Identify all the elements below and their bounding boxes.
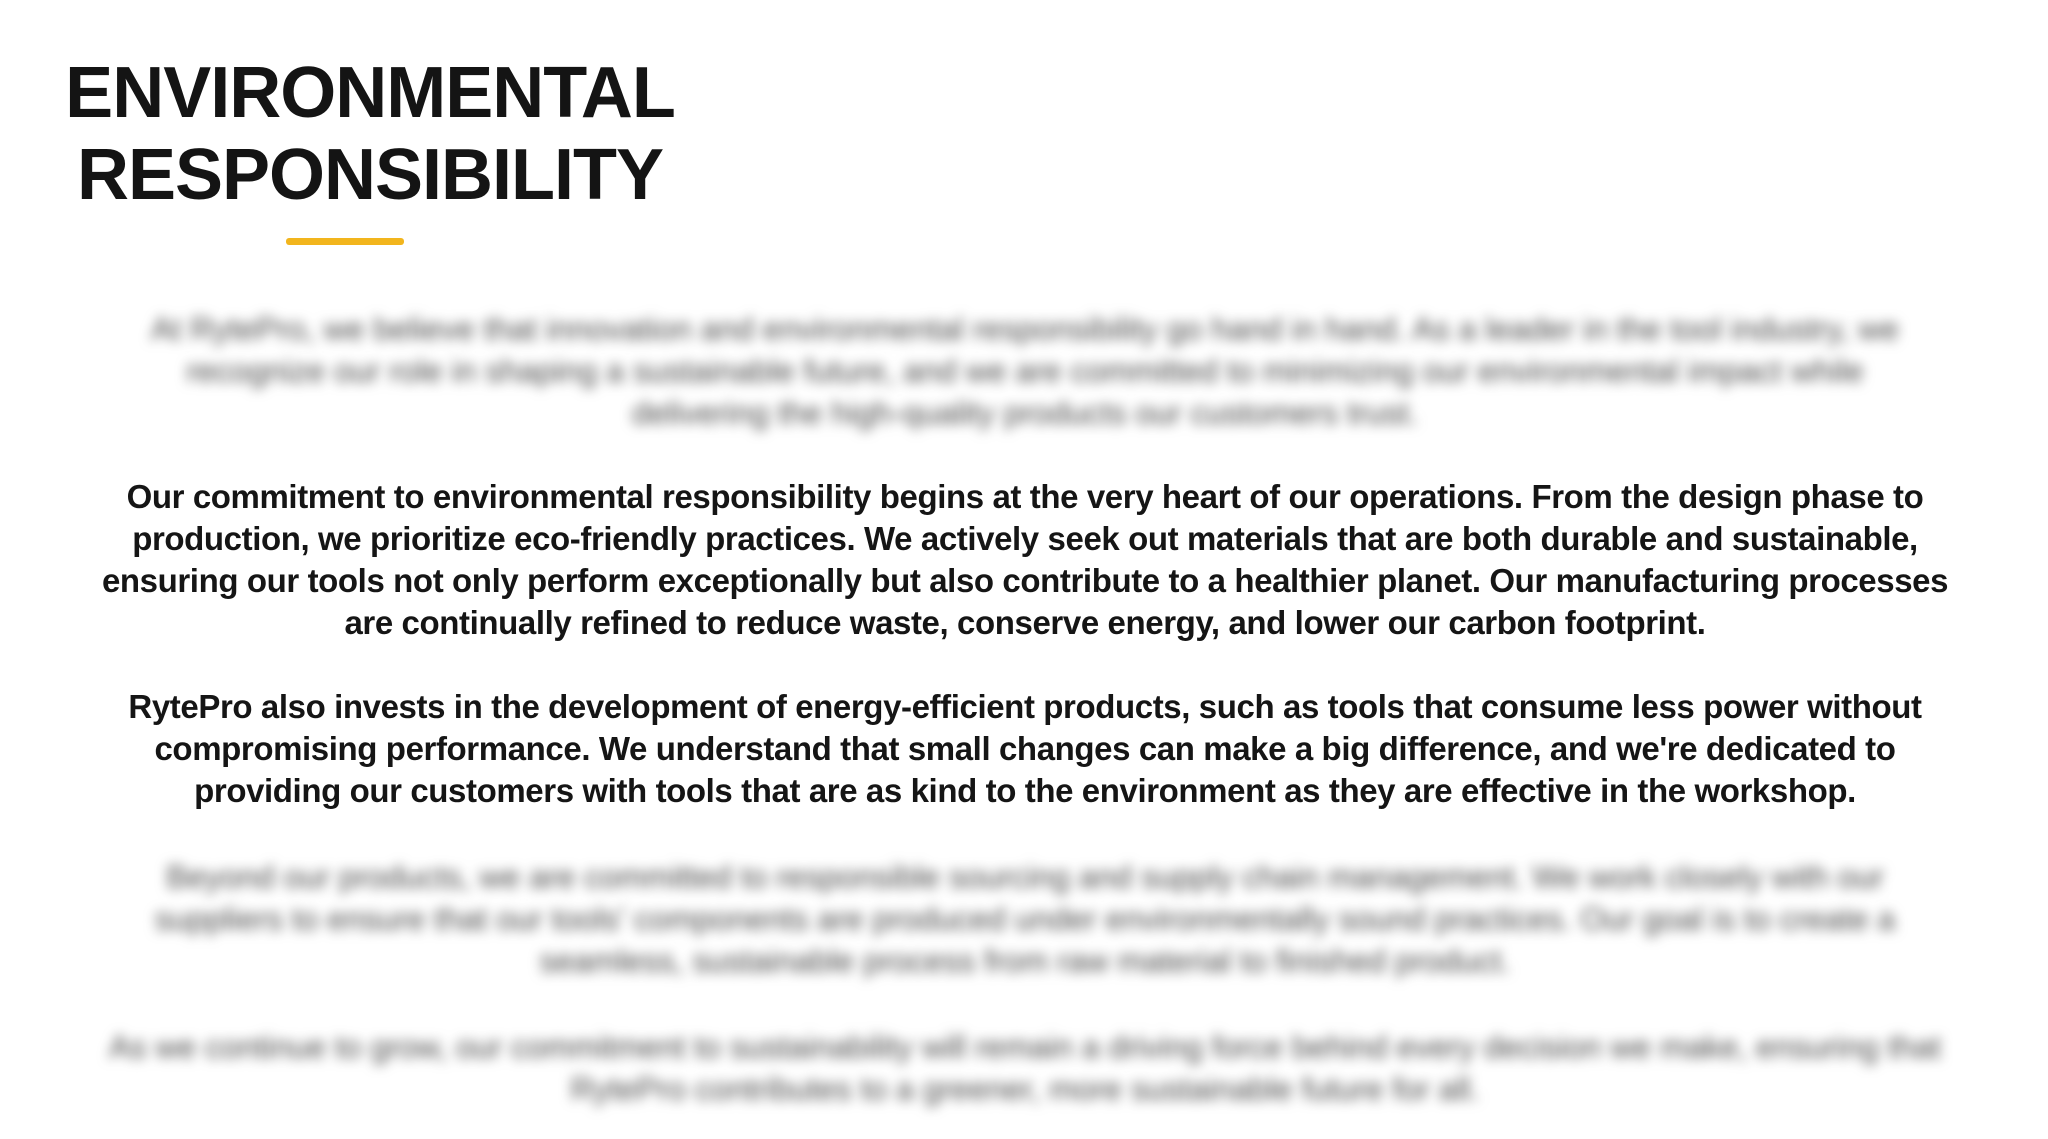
page-title-line-1: ENVIRONMENTAL <box>65 53 675 133</box>
energy-efficiency-paragraph: RytePro also invests in the development of energy-efficient products, such as tools that consume less power without compromising performance. We understand that small changes can make a big difference, and we're dedicated to providing our customers with tools that are as kind to the environment as they are effective in the workshop. <box>128 688 1922 809</box>
commitment-paragraph: Our commitment to environmental responsibility begins at the very heart of our operations. From the design phase to production, we prioritize eco-friendly practices. We actively seek out materials that are both durable and sustainable, ensuring our tools not only perform exceptionally but also contribute to a healthier planet. Our manufacturing processes are continually refined to reduce waste, conserve energy, and lower our carbon footprint. <box>101 478 1949 641</box>
page-title-line-2: RESPONSIBILITY <box>76 135 664 215</box>
page-title <box>60 52 680 216</box>
closing-paragraph: As we continue to grow, our commitment to sustainability will remain a driving force behind every decision we make, ensuring that RytePro contributes to a greener, more sustainable future for all. <box>109 1029 1941 1107</box>
intro-paragraph: At RytePro, we believe that innovation and environmental responsibility go hand in hand. As a leader in the tool industry, we recognize our role in shaping a sustainable future, and we are committed to minimizing our environmental impact while delivering the high-quality products our customers trust. <box>150 311 1899 431</box>
sourcing-paragraph: Beyond our products, we are committed to responsible sourcing and supply chain management. We work closely with our suppliers to ensure that our tools' components are produced under environmentally sound practices. Our goal is to create a seamless, sustainable process from raw material to finished product. <box>154 859 1896 979</box>
title-accent-bar <box>286 238 404 245</box>
